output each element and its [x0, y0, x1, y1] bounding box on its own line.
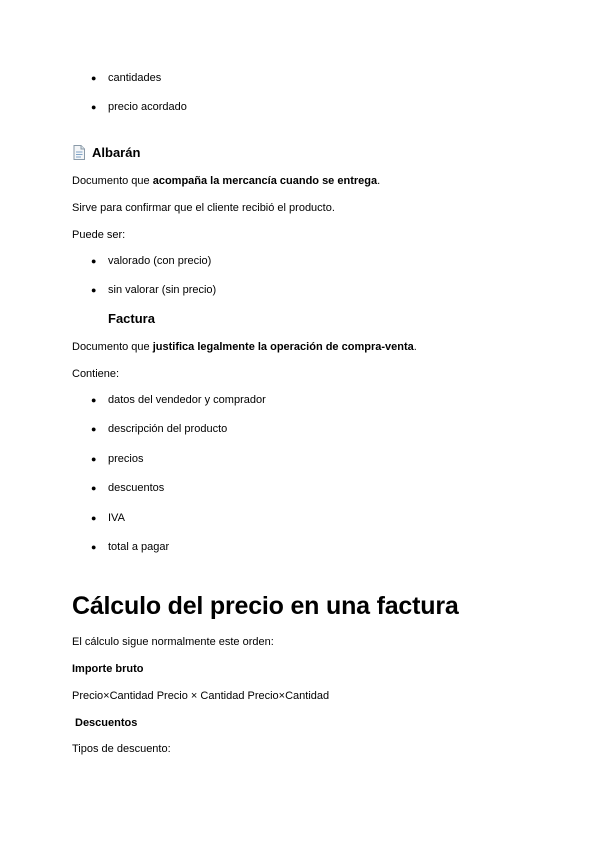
section-heading-factura: Factura — [108, 311, 155, 326]
list-item: total a pagar — [108, 541, 170, 553]
bullet-icon: ● — [91, 483, 97, 493]
albaran-paragraph-1: Documento que acompaña la mercancía cuando se entrega. — [72, 175, 381, 187]
albaran-paragraph-2: Sirve para confirmar que el cliente recibió el producto. — [72, 202, 335, 214]
tipos-descuento-text: Tipos de descuento: — [72, 743, 171, 755]
bullet-icon: ● — [91, 513, 97, 523]
bullet-icon: ● — [91, 285, 97, 295]
section-heading-albaran: Albarán — [92, 145, 141, 160]
bullet-icon: ● — [91, 395, 97, 405]
list-item: descuentos — [108, 482, 165, 494]
list-item: sin valorar (sin precio) — [108, 284, 217, 296]
list-item: descripción del producto — [108, 423, 228, 435]
list-item: valorado (con precio) — [108, 255, 212, 267]
list-item: cantidades — [108, 72, 162, 84]
importe-bruto-heading: Importe bruto — [72, 663, 144, 675]
list-item: IVA — [108, 512, 125, 524]
bullet-icon: ● — [91, 256, 97, 266]
list-item: precios — [108, 453, 144, 465]
descuentos-heading: Descuentos — [75, 717, 138, 729]
calculo-intro: El cálculo sigue normalmente este orden: — [72, 636, 274, 648]
page-title-calculo: Cálculo del precio en una factura — [72, 592, 459, 620]
bullet-icon: ● — [91, 542, 97, 552]
factura-paragraph-1: Documento que justifica legalmente la operación de compra-venta. — [72, 341, 417, 353]
list-item: precio acordado — [108, 101, 187, 113]
bullet-icon: ● — [91, 73, 97, 83]
document-icon — [73, 145, 85, 160]
list-item: datos del vendedor y comprador — [108, 394, 266, 406]
bullet-icon: ● — [91, 102, 97, 112]
albaran-paragraph-3: Puede ser: — [72, 229, 126, 241]
bullet-icon: ● — [91, 424, 97, 434]
bullet-icon: ● — [91, 454, 97, 464]
formula-text: Precio×Cantidad Precio × Cantidad Precio×Cantidad — [72, 690, 330, 702]
factura-paragraph-2: Contiene: — [72, 368, 120, 380]
